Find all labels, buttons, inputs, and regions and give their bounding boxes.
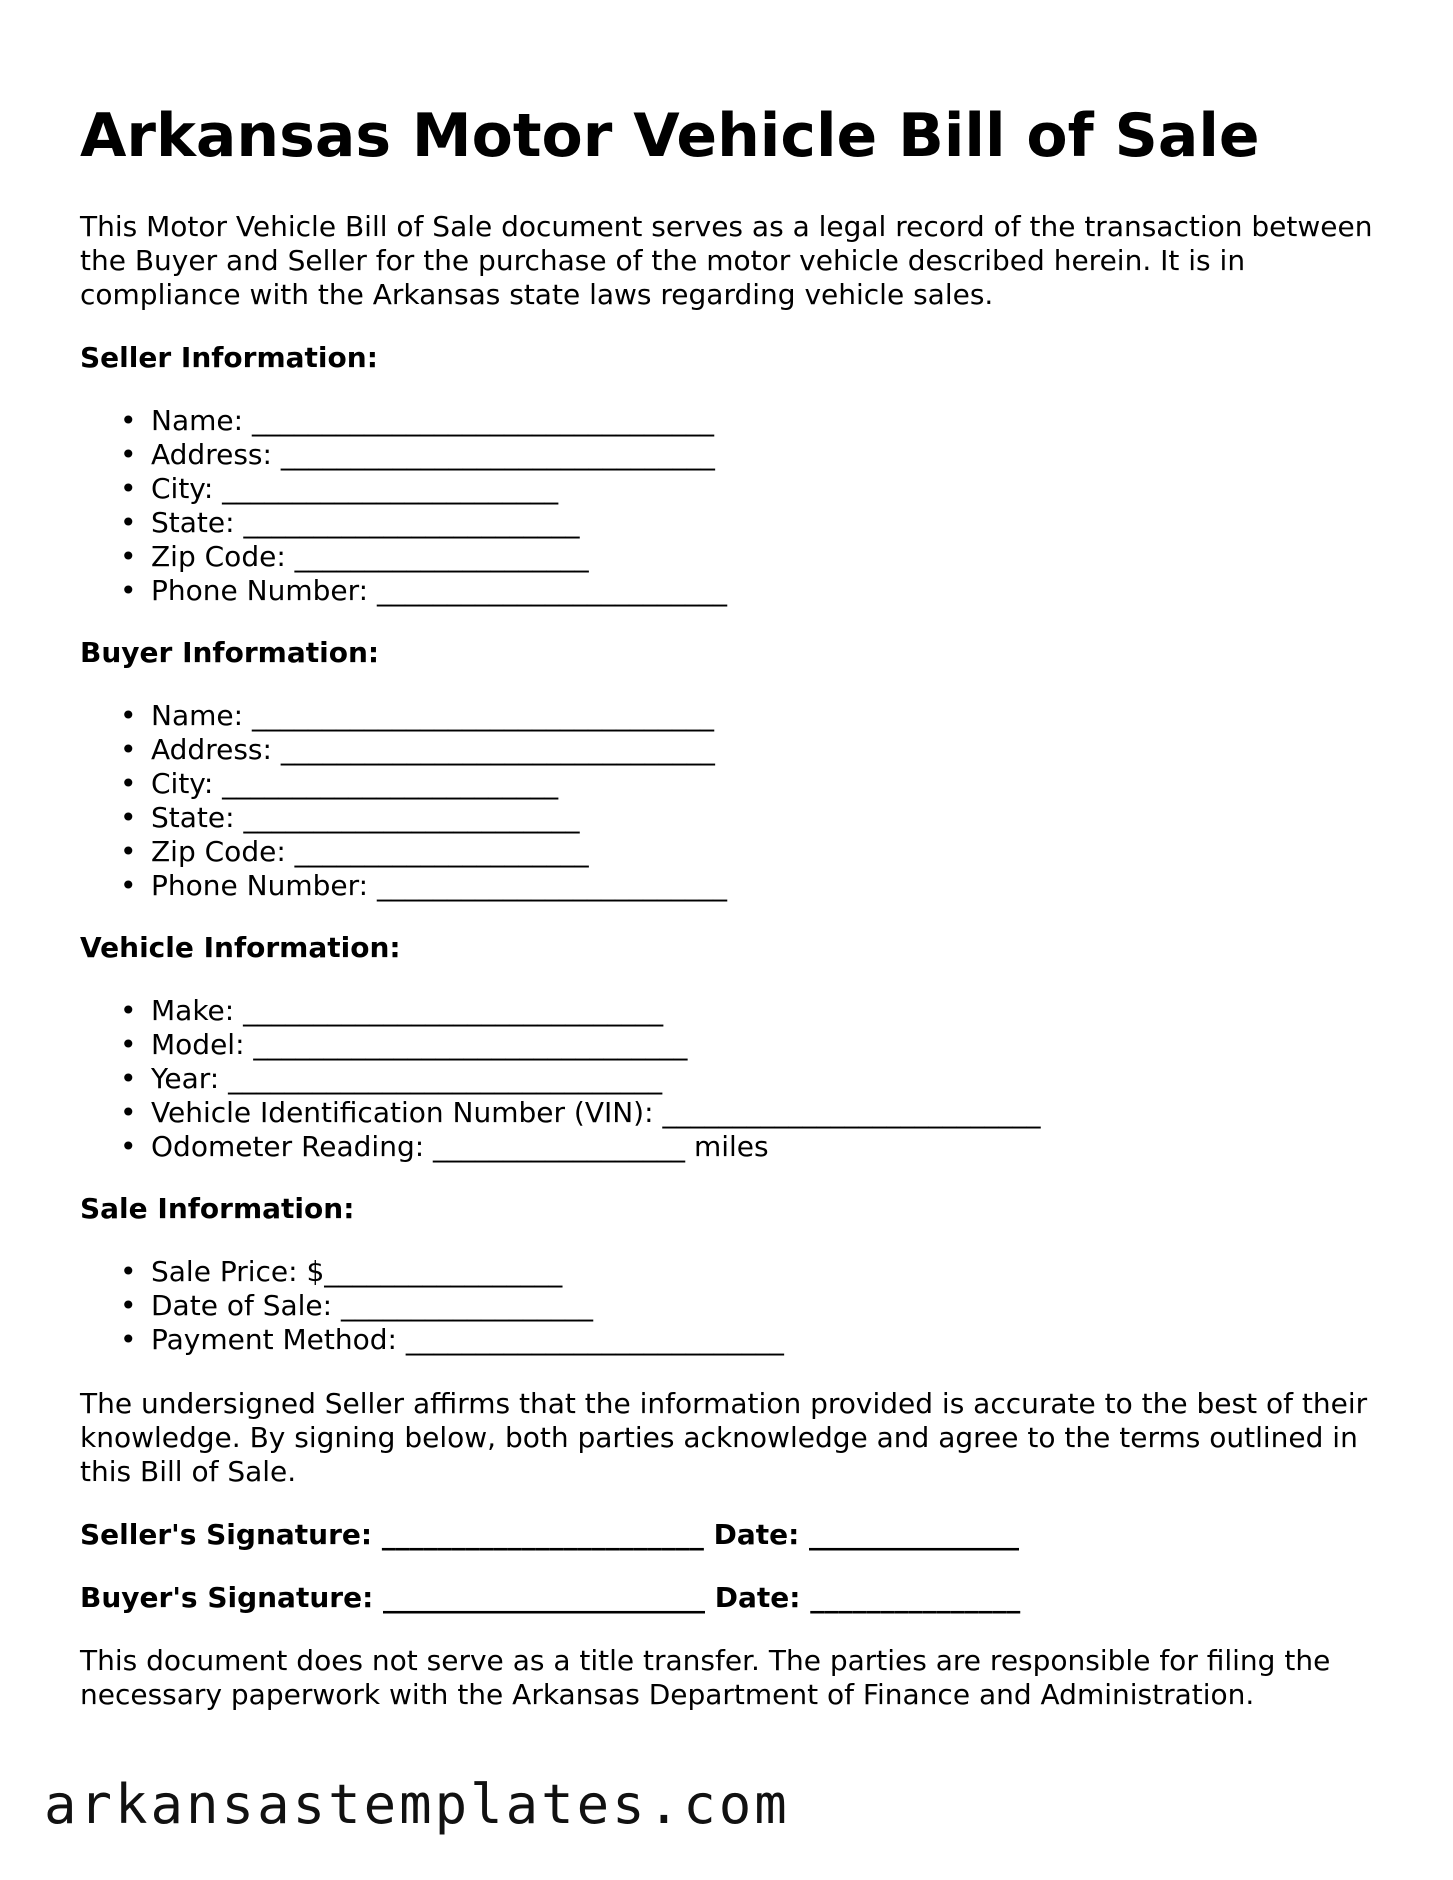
intro-paragraph: This Motor Vehicle Bill of Sale document serves as a legal record of the transaction between the Buyer and Seller for the purchase of the motor vehicle described herein. It is in compliance with the Arkansas state laws regarding vehicle sales. xyxy=(80,210,1373,311)
bullet-icon: • xyxy=(120,869,137,902)
seller-section-heading: Seller Information: xyxy=(80,341,378,374)
seller-zip-field: • Zip Code: _____________________ xyxy=(120,540,589,573)
bullet-icon: • xyxy=(120,1096,137,1129)
site-watermark: arkansastemplates.com xyxy=(44,1773,790,1836)
bullet-icon: • xyxy=(120,801,137,834)
seller-signature-line: Seller's Signature: _______________________ Date: _______________ xyxy=(80,1518,1020,1551)
buyer-name-field: • Name: _________________________________ xyxy=(120,699,714,732)
bullet-icon: • xyxy=(120,994,137,1027)
bullet-icon: • xyxy=(120,699,137,732)
bullet-icon: • xyxy=(120,1062,137,1095)
bullet-icon: • xyxy=(120,438,137,471)
sale-date-field: • Date of Sale: __________________ xyxy=(120,1289,593,1322)
sale-section-heading: Sale Information: xyxy=(80,1192,355,1225)
buyer-city-field: • City: ________________________ xyxy=(120,767,559,800)
buyer-zip-field: • Zip Code: _____________________ xyxy=(120,835,589,868)
affirmation-paragraph: The undersigned Seller affirms that the information provided is accurate to the best of their knowledge. By signing below, both parties acknowledge and agree to the terms outlined in this Bill of Sale. xyxy=(80,1387,1368,1488)
vehicle-field-list xyxy=(80,994,1040,1164)
buyer-address-field: • Address: _______________________________ xyxy=(120,733,715,766)
bullet-icon: • xyxy=(120,540,137,573)
bullet-icon: • xyxy=(120,1255,137,1288)
sale-field-list xyxy=(80,1255,784,1357)
bullet-icon: • xyxy=(120,1130,137,1163)
vehicle-model-field: • Model: _______________________________ xyxy=(120,1028,688,1061)
bullet-icon: • xyxy=(120,472,137,505)
disclaimer-paragraph: This document does not serve as a title transfer. The parties are responsible for filing the necessary paperwork with the Arkansas Department of Finance and Administration. xyxy=(80,1644,1331,1711)
vehicle-section-heading: Vehicle Information: xyxy=(80,931,401,964)
vehicle-make-field: • Make: ______________________________ xyxy=(120,994,664,1027)
bullet-icon: • xyxy=(120,1289,137,1322)
buyer-state-field: • State: ________________________ xyxy=(120,801,580,834)
buyer-field-list xyxy=(80,699,727,903)
bullet-icon: • xyxy=(120,1323,137,1356)
buyer-signature-line: Buyer's Signature: _______________________ Date: _______________ xyxy=(80,1581,1021,1614)
vehicle-year-field: • Year: _______________________________ xyxy=(120,1062,663,1095)
seller-address-field: • Address: _______________________________ xyxy=(120,438,715,471)
bullet-icon: • xyxy=(120,767,137,800)
seller-phone-field: • Phone Number: _________________________ xyxy=(120,574,727,607)
buyer-section-heading: Buyer Information: xyxy=(80,636,380,669)
seller-name-field: • Name: _________________________________ xyxy=(120,404,714,437)
sale-price-field: • Sale Price: $_________________ xyxy=(120,1255,563,1288)
payment-method-field: • Payment Method: ___________________________ xyxy=(120,1323,784,1356)
seller-city-field: • City: ________________________ xyxy=(120,472,559,505)
bullet-icon: • xyxy=(120,1028,137,1061)
seller-field-list xyxy=(80,404,727,608)
bullet-icon: • xyxy=(120,574,137,607)
bullet-icon: • xyxy=(120,506,137,539)
vehicle-vin-field: • Vehicle Identification Number (VIN): ___________________________ xyxy=(120,1096,1041,1129)
seller-state-field: • State: ________________________ xyxy=(120,506,580,539)
bullet-icon: • xyxy=(120,733,137,766)
vehicle-odometer-field: • Odometer Reading: __________________ miles xyxy=(120,1130,769,1163)
document-title: Arkansas Motor Vehicle Bill of Sale xyxy=(80,101,1260,171)
bullet-icon: • xyxy=(120,835,137,868)
bullet-icon: • xyxy=(120,404,137,437)
buyer-phone-field: • Phone Number: _________________________ xyxy=(120,869,727,902)
